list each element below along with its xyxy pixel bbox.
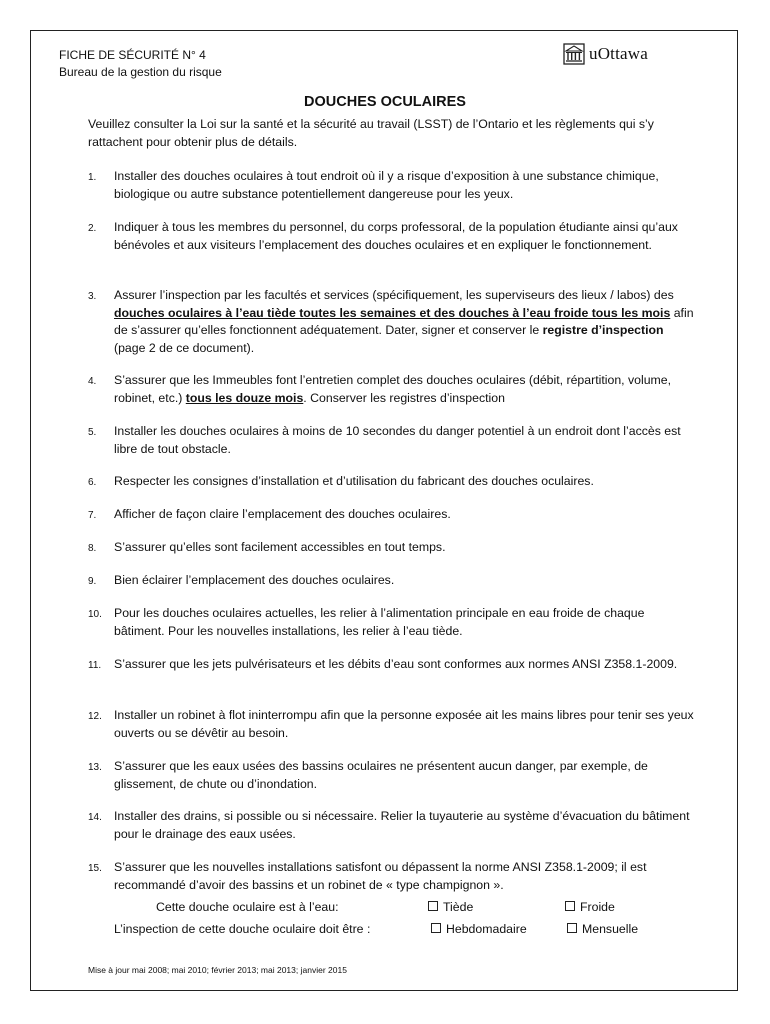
list-item — [88, 287, 698, 357]
water-type-question: Cette douche oculaire est à l’eau: — [156, 900, 339, 914]
list-item — [88, 707, 698, 742]
option-mensuelle[interactable] — [567, 921, 638, 938]
university-logo — [563, 43, 648, 65]
inspection-register-emphasis: registre d’inspection — [542, 323, 664, 337]
option-froide[interactable] — [565, 899, 615, 916]
item-number: 3. — [88, 291, 97, 302]
list-item — [88, 808, 698, 843]
sheet-number: FICHE DE SÉCURITÉ N° 4 — [59, 48, 206, 62]
item-number: 12. — [88, 711, 102, 722]
item-number: 5. — [88, 427, 97, 438]
item-text: Afficher de façon claire l’emplacement des douches oculaires. — [114, 507, 451, 521]
item-text: S’assurer que les eaux usées des bassins oculaires ne présentent aucun danger, par exemple, de glissement, de chute ou d’inondation. — [114, 759, 648, 791]
checkbox-froide[interactable] — [565, 901, 575, 911]
item-number: 6. — [88, 477, 97, 488]
item-text: Installer des drains, si possible ou si nécessaire. Relier la tuyauterie au système d’évacuation du bâtiment pour le drainage des eaux usées. — [114, 809, 690, 841]
item-text: Pour les douches oculaires actuelles, les relier à l’alimentation principale en eau froide de chaque bâtiment. Pour les nouvelles installations, les relier à l’eau tiède. — [114, 606, 645, 638]
item-number: 15. — [88, 863, 102, 874]
option-label: Mensuelle — [582, 922, 639, 936]
update-history-footer: Mise à jour mai 2008; mai 2010; février 2013; mai 2013; janvier 2015 — [88, 965, 347, 975]
option-tiede[interactable] — [428, 899, 473, 916]
list-item — [88, 423, 698, 458]
checkbox-hebdomadaire[interactable] — [431, 923, 441, 933]
list-item — [88, 572, 698, 590]
yearly-emphasis: tous les douze mois — [185, 390, 304, 405]
item-number: 7. — [88, 510, 97, 521]
item-text: Assurer l’inspection par les facultés et services (spécifiquement, les superviseurs des lieux / labos) des douches oculaires à l’eau tiède toutes les semaines et des douches à l’eau froide tous les mois afin de s’assurer qu’elles fonctionnent adéquatement. Dater, signer et conserver le registre d’inspection (page 2 de ce document). — [114, 288, 694, 355]
item-text: Bien éclairer l’emplacement des douches oculaires. — [114, 573, 395, 587]
list-item — [88, 539, 698, 557]
weekly-monthly-emphasis: douches oculaires à l’eau tiède toutes les semaines et des douches à l’eau froide tous les mois — [114, 305, 671, 320]
option-label: Hebdomadaire — [446, 922, 527, 936]
item-text: S’assurer que les jets pulvérisateurs et les débits d’eau sont conformes aux normes ANSI Z358.1-2009. — [114, 657, 678, 671]
item-text: Respecter les consignes d’installation et d’utilisation du fabricant des douches oculaires. — [114, 474, 594, 488]
item-text: Installer des douches oculaires à tout endroit où il y a risque d’exposition à une substance chimique, biologique ou autre substance potentiellement dangereuse pour les yeux. — [114, 169, 659, 201]
building-icon — [563, 43, 585, 65]
item-text: Installer un robinet à flot ininterrompu afin que la personne exposée ait les mains libres pour tenir ses yeux ouverts ou se dévêtir au besoin. — [114, 708, 694, 740]
inspection-frequency-question: L’inspection de cette douche oculaire doit être : — [114, 922, 371, 936]
item-text: Indiquer à tous les membres du personnel, du corps professoral, de la population étudiante ainsi qu’aux bénévoles et aux visiteurs l’emplacement des douches oculaires et en expliquer le fonctionnement. — [114, 220, 678, 252]
item-number: 10. — [88, 609, 102, 620]
intro-paragraph: Veuillez consulter la Loi sur la santé et la sécurité au travail (LSST) de l’Ontario et les règlements qui s’y rattachent pour obtenir plus de détails. — [88, 117, 654, 149]
item-text: S’assurer que les Immeubles font l’entretien complet des douches oculaires (débit, répartition, volume, robinet, etc.) tous les douze mois. Conserver les registres d’inspection — [114, 373, 672, 405]
list-item — [88, 219, 698, 254]
option-hebdomadaire[interactable] — [431, 921, 527, 938]
list-item — [88, 859, 698, 894]
office-name: Bureau de la gestion du risque — [59, 65, 222, 79]
item-number: 1. — [88, 172, 97, 183]
item-text: Installer les douches oculaires à moins de 10 secondes du danger potentiel à un endroit dont l’accès est libre de tout obstacle. — [114, 424, 681, 456]
list-item — [88, 656, 698, 674]
checkbox-mensuelle[interactable] — [567, 923, 577, 933]
item-text: S’assurer que les nouvelles installations satisfont ou dépassent la norme ANSI Z358.1-2009; il est recommandé d’avoir des bassins et un robinet de « type champignon ». — [114, 860, 647, 892]
item-number: 8. — [88, 543, 97, 554]
item-number: 9. — [88, 576, 97, 587]
list-item — [88, 506, 698, 524]
list-item — [88, 168, 698, 203]
page-title: DOUCHES OCULAIRES — [304, 94, 466, 110]
item-number: 13. — [88, 762, 102, 773]
list-item — [88, 372, 698, 407]
item-text: S’assurer qu’elles sont facilement accessibles en tout temps. — [114, 540, 446, 554]
checkbox-tiede[interactable] — [428, 901, 438, 911]
list-item — [88, 758, 698, 793]
item-number: 2. — [88, 223, 97, 234]
item-number: 11. — [88, 660, 102, 671]
item-number: 14. — [88, 812, 102, 823]
logo-text: uOttawa — [589, 44, 648, 63]
item-number: 4. — [88, 376, 97, 387]
option-label: Tiède — [443, 900, 474, 914]
list-item — [88, 605, 698, 640]
option-label: Froide — [580, 900, 615, 914]
list-item — [88, 473, 698, 491]
